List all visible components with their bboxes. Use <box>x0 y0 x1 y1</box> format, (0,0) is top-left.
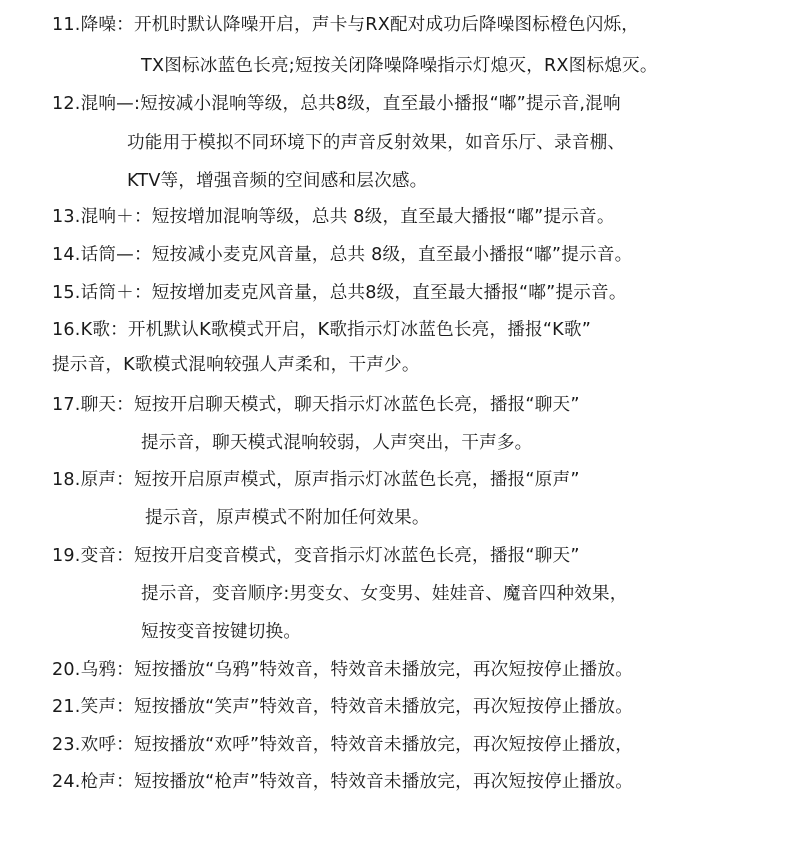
item-12-line-2: 功能用于模拟不同环境下的声音反射效果，如音乐厅、录音棚、 <box>127 133 626 153</box>
item-16-line-2: 提示音，K歌模式混响较强人声柔和，干声少。 <box>52 355 420 375</box>
item-19-line-2: 提示音，变音顺序:男变女、女变男、娃娃音、魔音四种效果， <box>141 584 628 604</box>
item-18-line-1: 18.原声：短按开启原声模式，原声指示灯冰蓝色长亮，播报“原声” <box>52 470 580 490</box>
item-13-line-1: 13.混响＋：短按增加混响等级，总共 8级，直至最大播报“嘟”提示音。 <box>52 207 615 227</box>
item-17-line-1: 17.聊天：短按开启聊天模式，聊天指示灯冰蓝色长亮，播报“聊天” <box>52 395 580 415</box>
item-21-line-1: 21.笑声：短按播放“笑声”特效音，特效音未播放完，再次短按停止播放。 <box>52 697 634 717</box>
item-11-line-1: 11.降噪：开机时默认降噪开启，声卡与RX配对成功后降噪图标橙色闪烁， <box>52 15 640 35</box>
item-15-line-1: 15.话筒＋：短按增加麦克风音量，总共8级，直至最大播报“嘟”提示音。 <box>52 283 627 303</box>
item-12-line-1: 12.混响—:短按减小混响等级，总共8级，直至最小播报“嘟”提示音,混响 <box>52 94 621 114</box>
item-16-line-1: 16.K歌：开机默认K歌模式开启，K歌指示灯冰蓝色长亮，播报“K歌” <box>52 320 592 340</box>
item-20-line-1: 20.乌鸦：短按播放“乌鸦”特效音，特效音未播放完，再次短按停止播放。 <box>52 660 634 680</box>
item-19-line-3: 短按变音按键切换。 <box>141 622 302 642</box>
item-19-line-1: 19.变音：短按开启变音模式，变音指示灯冰蓝色长亮，播报“聊天” <box>52 546 580 566</box>
item-12-line-3: KTV等，增强音频的空间感和层次感。 <box>127 171 428 191</box>
item-11-line-2: TX图标冰蓝色长亮;短按关闭降噪降噪指示灯熄灭，RX图标熄灭。 <box>141 56 658 76</box>
item-23-line-1: 23.欢呼：短按播放“欢呼”特效音，特效音未播放完，再次短按停止播放， <box>52 735 634 755</box>
item-14-line-1: 14.话筒—：短按减小麦克风音量，总共 8级，直至最小播报“嘟”提示音。 <box>52 245 633 265</box>
item-18-line-2: 提示音，原声模式不附加任何效果。 <box>145 508 430 528</box>
item-17-line-2: 提示音，聊天模式混响较弱，人声突出，干声多。 <box>141 433 533 453</box>
item-24-line-1: 24.枪声：短按播放“枪声”特效音，特效音未播放完，再次短按停止播放。 <box>52 772 634 792</box>
